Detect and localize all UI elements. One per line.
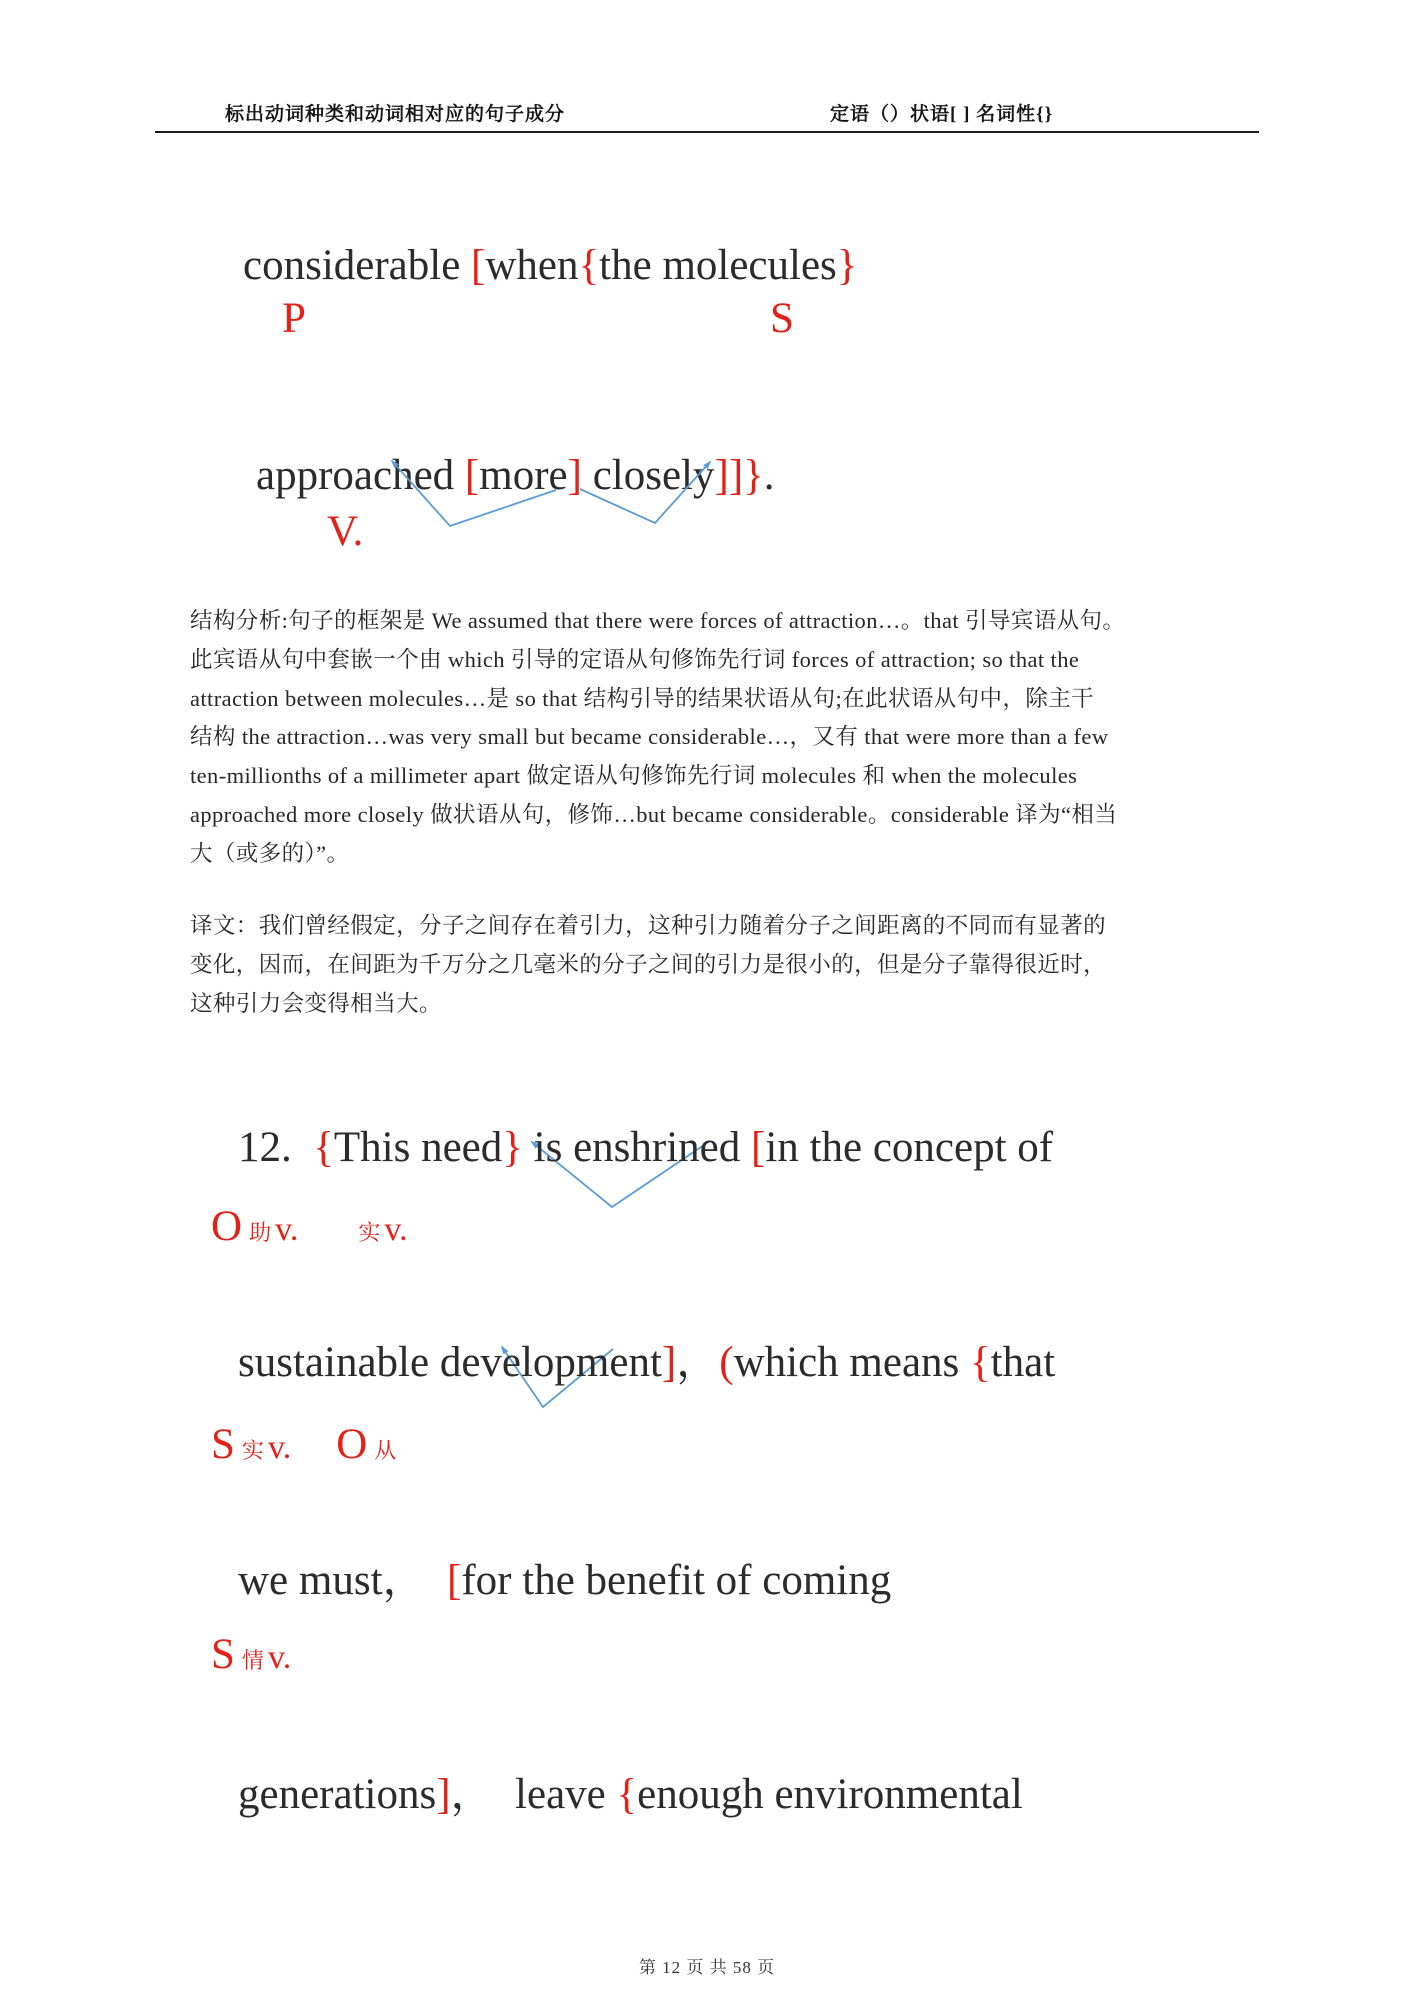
text-segment: when <box>485 241 579 289</box>
header-left-title: 标出动词种类和动词相对应的句子成分 <box>225 104 566 125</box>
text-segment: enough environmental <box>637 1770 1023 1818</box>
brackets-close: ]]} <box>714 451 764 499</box>
text-segment: in the concept of <box>765 1123 1054 1171</box>
label-v: v. <box>267 1429 292 1466</box>
label-shi: 实 <box>241 1438 264 1463</box>
analysis-line: 大（或多的）”。 <box>190 840 350 866</box>
sentence11-line2 <box>213 395 775 556</box>
label-S: S <box>211 1421 235 1468</box>
brace-close: } <box>836 241 858 289</box>
label-cong: 从 <box>374 1438 397 1463</box>
label-P-text: P <box>282 295 306 342</box>
translation-line: 译文：我们曾经假定，分子之间存在着引力，这种引力随着分子之间距离的不同而有显著的 <box>190 913 1107 938</box>
text-segment: This need <box>333 1123 503 1171</box>
label-shi: 实 <box>358 1220 381 1245</box>
brace-open: { <box>313 1123 334 1171</box>
label-S <box>770 292 794 346</box>
paren-open: ( <box>719 1338 734 1386</box>
label-O: O <box>336 1421 368 1468</box>
text-segment: the molecules <box>599 241 837 289</box>
analysis-line: approached more closely 做状语从句，修饰…but became considerable。considerable 译为“相当 <box>190 801 1118 827</box>
s12-labels-row2 <box>195 1398 400 1492</box>
brace-close: } <box>502 1123 523 1171</box>
brace-open: { <box>616 1770 638 1818</box>
text-segment: which means <box>733 1338 971 1386</box>
text-segment: closely <box>581 451 715 499</box>
translation-paragraph <box>190 907 1106 1023</box>
s12-labels-row1 <box>195 1180 408 1274</box>
label-P <box>282 292 306 346</box>
sentence12-line4 <box>195 1714 1023 1875</box>
bracket-close: ] <box>436 1770 451 1818</box>
text-segment: approached <box>256 451 465 499</box>
text-segment: that <box>990 1338 1056 1386</box>
bracket-close: ] <box>567 451 582 499</box>
bracket-open: [ <box>464 451 480 499</box>
text-segment: sustainable development <box>238 1338 662 1386</box>
label-v: v. <box>267 1639 292 1676</box>
sentence12-line3 <box>195 1500 891 1661</box>
text-segment: ， leave <box>450 1770 617 1818</box>
text-segment: is enshrined <box>522 1123 752 1171</box>
label-qing: 情 <box>241 1648 264 1673</box>
header-legend: 定语（）状语[ ] 名词性{} <box>830 104 1054 125</box>
analysis-line: 结构 the attraction…was very small but became considerable…，又有 that were more than a few <box>190 724 1109 750</box>
brace-open: { <box>970 1338 991 1386</box>
text-segment: we must， <box>238 1556 448 1604</box>
analysis-line: 此宾语从句中套嵌一个由 which 引导的定语从句修饰先行词 forces of attraction; so that the <box>190 646 1080 672</box>
analysis-line: ten-millionths of a millimeter apart 做定语从句修饰先行词 molecules 和 when the molecules <box>190 763 1078 789</box>
period: . <box>763 451 775 499</box>
comma: ， <box>676 1338 720 1386</box>
s12-labels-row3 <box>195 1608 291 1702</box>
label-V-text: V. <box>327 508 364 555</box>
label-O: O <box>211 1203 243 1250</box>
text-segment: generations <box>238 1770 437 1818</box>
header-rule <box>155 131 1259 133</box>
item-number: 12. <box>238 1123 314 1171</box>
label-v: v. <box>275 1211 299 1248</box>
text-segment: more <box>479 451 568 499</box>
label-v: v. <box>384 1211 408 1248</box>
label-S: S <box>211 1631 235 1678</box>
label-S-text: S <box>770 295 794 342</box>
label-V <box>327 505 363 559</box>
bracket-close: ] <box>661 1338 677 1386</box>
bracket-open: [ <box>447 1556 462 1604</box>
brace-open: { <box>578 241 600 289</box>
translation-line: 这种引力会变得相当大。 <box>190 990 442 1016</box>
text-segment: for the benefit of coming <box>461 1556 892 1604</box>
page-number-footer: 第 12 页 共 58 页 <box>638 1958 776 1977</box>
text-segment: considerable <box>243 241 472 289</box>
structure-analysis-paragraph <box>190 602 1125 874</box>
analysis-line: attraction between molecules…是 so that 结构引导的结果状语从句;在此状语从句中，除主干 <box>190 685 1095 711</box>
translation-line: 变化，因而，在间距为千万分之几毫米的分子之间的引力是很小的，但是分子靠得很近时， <box>190 951 1107 977</box>
label-zhu: 助 <box>249 1220 272 1245</box>
analysis-line: 结构分析:句子的框架是 We assumed that there were forces of attraction…。that 引导宾语从句。 <box>190 608 1126 633</box>
bracket-open: [ <box>751 1123 766 1171</box>
bracket-open: [ <box>471 241 486 289</box>
